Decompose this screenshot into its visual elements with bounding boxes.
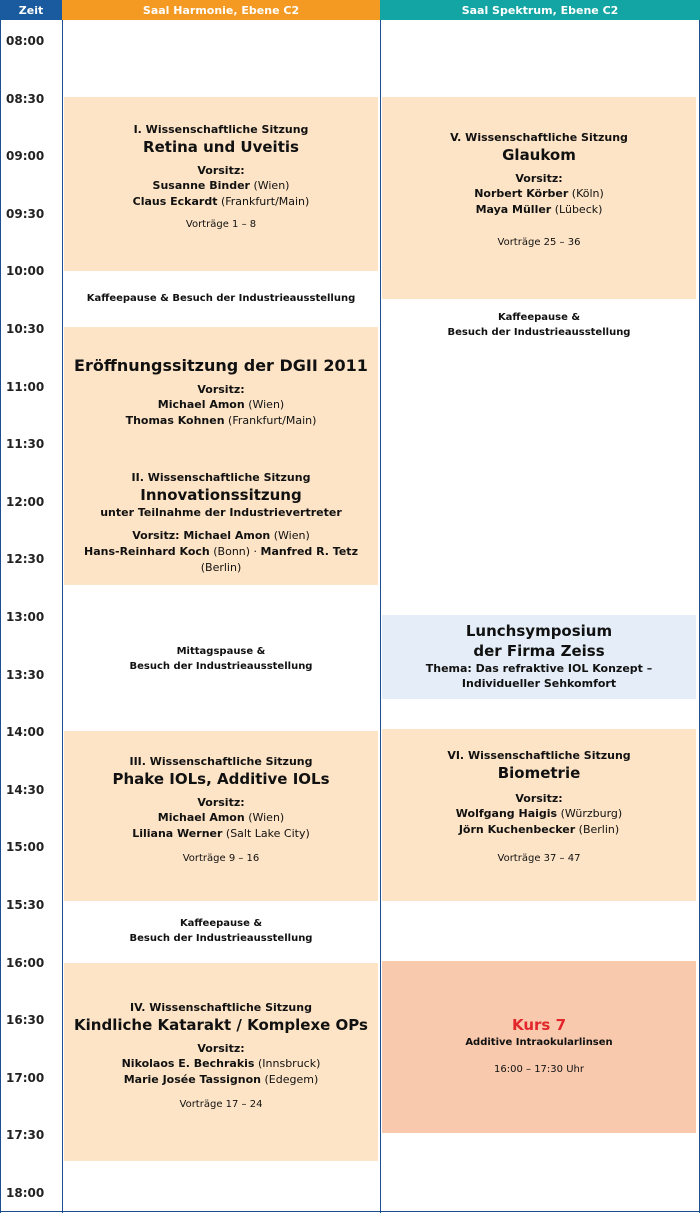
time-label: 11:30	[6, 437, 45, 452]
time-label: 11:00	[6, 379, 45, 394]
bottom-border	[0, 1211, 700, 1212]
column-divider	[62, 20, 63, 1213]
chair-person: Marie Josée Tassignon (Edegem)	[123, 1073, 319, 1086]
session-title: Phake IOLs, Additive IOLs	[112, 770, 330, 788]
time-label: 10:00	[6, 264, 45, 279]
vorsitz-label: Vorsitz:	[515, 172, 563, 185]
chair-person: Jörn Kuchenbecker (Berlin)	[458, 823, 620, 836]
vorsitz-label: Vorsitz:	[197, 164, 245, 177]
time-label: 14:00	[6, 725, 45, 740]
left-border	[0, 20, 1, 1213]
session-title: Biometrie	[497, 764, 581, 782]
session-title: Glaukom	[502, 146, 576, 164]
chair-person: Wolfgang Haigis (Würzburg)	[455, 807, 623, 820]
time-label: 12:00	[6, 494, 45, 509]
time-label: 10:30	[6, 322, 45, 336]
talks-range: Vorträge 25 – 36	[497, 237, 581, 248]
chair-person: Nikolaos E. Bechrakis (Innsbruck)	[121, 1057, 321, 1070]
session-vi-block	[382, 729, 696, 901]
chair-person: Norbert Körber (Köln)	[474, 187, 604, 200]
session-label: I. Wissenschaftliche Sitzung	[133, 123, 309, 136]
time-label: 13:00	[6, 610, 45, 624]
lunchsymposium-block	[382, 615, 696, 699]
session-title: Innovationssitzung	[140, 486, 302, 504]
session-title: Kindliche Katarakt / Komplexe OPs	[74, 1016, 368, 1034]
vorsitz-label: Vorsitz:	[197, 383, 245, 396]
break-coffee-2: Kaffeepause & Besuch der Industrieausstellung	[129, 918, 313, 944]
vorsitz-label: Vorsitz:	[197, 796, 245, 809]
time-label: 17:30	[6, 1128, 45, 1143]
vorsitz-label: Vorsitz:	[197, 1042, 245, 1055]
time-label: 08:30	[6, 91, 45, 106]
session-label: IV. Wissenschaftliche Sitzung	[130, 1001, 312, 1014]
lunchsym-title: Lunchsymposium	[465, 622, 613, 640]
session-label: II. Wissenschaftliche Sitzung	[131, 471, 311, 484]
chair-person: Hans-Reinhard Koch (Bonn) · Manfred R. Tetz (Berlin)	[84, 545, 358, 574]
session-label: VI. Wissenschaftliche Sitzung	[447, 749, 631, 762]
talks-range: Vorträge 17 – 24	[179, 1099, 263, 1110]
session-title: Retina und Uveitis	[143, 138, 299, 156]
break-coffee-spektrum: Kaffeepause & Besuch der Industrieausstellung	[447, 312, 631, 338]
break-coffee-1: Kaffeepause & Besuch der Industrieausstellung	[86, 293, 356, 304]
time-label: 18:00	[6, 1186, 45, 1200]
kurs-subtitle: Additive Intraokularlinsen	[465, 1037, 613, 1048]
vorsitz-label: Vorsitz:	[515, 792, 563, 805]
talks-range: Vorträge 1 – 8	[185, 219, 257, 230]
header-saal-spektrum: Saal Spektrum, Ebene C2	[380, 0, 700, 20]
talks-range: Vorträge 9 – 16	[182, 853, 260, 864]
lunchsym-thema: Individueller Sehkomfort	[461, 677, 617, 690]
time-label: 13:30	[6, 667, 45, 682]
kurs-time: 16:00 – 17:30 Uhr	[494, 1064, 584, 1075]
session-label: III. Wissenschaftliche Sitzung	[129, 755, 313, 768]
session-iii-block	[64, 731, 378, 901]
chair-person: Claus Eckardt (Frankfurt/Main)	[132, 195, 310, 208]
time-label: 17:00	[6, 1070, 45, 1085]
opening-title: Eröffnungssitzung der DGII 2011	[74, 356, 368, 375]
header-zeit: Zeit	[0, 0, 62, 20]
session-opening-block	[64, 327, 378, 585]
time-label: 15:30	[6, 898, 45, 912]
talks-range: Vorträge 37 – 47	[497, 853, 581, 864]
chair-person: Vorsitz: Michael Amon (Wien)	[132, 529, 310, 542]
time-label: 09:30	[6, 206, 45, 221]
session-v-block	[382, 97, 696, 299]
time-label: 12:30	[6, 552, 45, 567]
time-label: 16:00	[6, 955, 45, 970]
time-label: 16:30	[6, 1013, 45, 1028]
chair-person: Maya Müller (Lübeck)	[475, 203, 603, 216]
time-label: 09:00	[6, 149, 45, 164]
lunchsym-thema: Thema: Das refraktive IOL Konzept –	[425, 662, 653, 675]
chair-person: Michael Amon (Wien)	[157, 398, 285, 411]
chair-person: Thomas Kohnen (Frankfurt/Main)	[125, 414, 317, 427]
session-subtitle: unter Teilnahme der Industrievertreter	[100, 506, 342, 519]
time-label: 08:00	[6, 34, 45, 48]
kurs-7-block	[382, 961, 696, 1133]
time-label: 14:30	[6, 782, 45, 797]
column-divider	[380, 20, 381, 1213]
chair-person: Michael Amon (Wien)	[157, 811, 285, 824]
session-label: V. Wissenschaftliche Sitzung	[450, 131, 628, 144]
session-i-block	[64, 97, 378, 271]
chair-person: Susanne Binder (Wien)	[152, 179, 290, 192]
chair-person: Liliana Werner (Salt Lake City)	[132, 827, 310, 840]
kurs-title: Kurs 7	[511, 1016, 567, 1034]
lunchsym-title: der Firma Zeiss	[473, 642, 605, 660]
session-iv-block	[64, 963, 378, 1161]
header-saal-harmonie: Saal Harmonie, Ebene C2	[62, 0, 380, 20]
break-lunch: Mittagspause & Besuch der Industrieausstellung	[129, 646, 313, 672]
time-label: 15:00	[6, 840, 45, 855]
